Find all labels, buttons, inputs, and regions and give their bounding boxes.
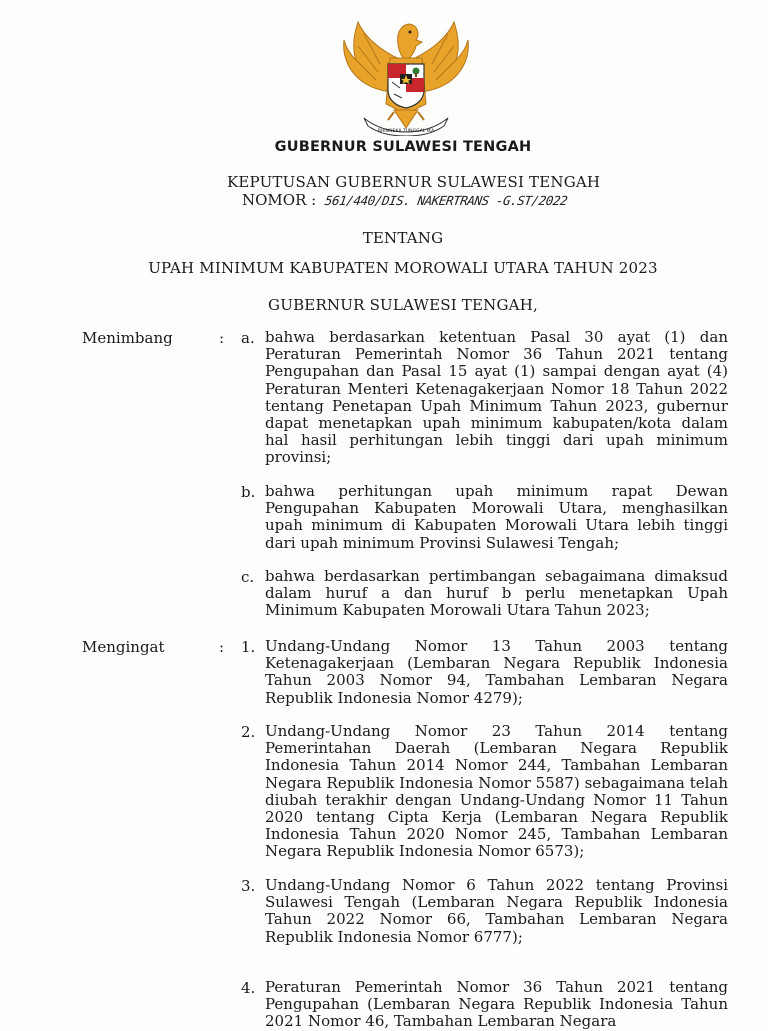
tentang-heading: TENTANG [362,229,444,247]
governor-heading: GUBERNUR SULAWESI TENGAH, [268,296,538,314]
mengingat-item-2: Undang-Undang Nomor 23 Tahun 2014 tentang Pemerintahan Daerah (Lembaran Negara Republik Indonesia Tahun 2014 Nomor 244, Tambahan Lembaran Negara Republik Indonesia Nomor 5587) sebagaimana telah diubah terakhir dengan Undang-Undang Nomor 11 Tahun 2020 tentang Cipta Kerja (Lembaran Negara Republik Indonesia Tahun 2020 Nomor 245, Tambahan Lembaran Negara Republik Indonesia Nomor 6573); [265,722,728,861]
decree-subject: UPAH MINIMUM KABUPATEN MOROWALI UTARA TAHUN 2023 [148,259,658,277]
mengingat-item-1: Undang-Undang Nomor 13 Tahun 2003 tentang Ketenagakerjaan (Lembaran Negara Republik Indonesia Tahun 2003 Nomor 94, Tambahan Lembaran Negara Republik Indonesia Nomor 4279); [265,637,728,707]
menimbang-item-b: bahwa perhitungan upah minimum rapat Dewan Pengupahan Kabupaten Morowali Utara, menghasilkan upah minimum di Kabupaten Morowali Utara lebih tinggi dari upah minimum Provinsi Sulawesi Tengah; [265,482,728,552]
mengingat-item-4: Peraturan Pemerintah Nomor 36 Tahun 2021 tentang Pengupahan (Lembaran Negara Republik Indonesia Tahun 2021 Nomor 46, Tambahan Lembaran Negara [265,978,728,1031]
mengingat-label: Mengingat [82,638,165,656]
mengingat-marker-3: 3. [241,877,256,895]
menimbang-colon: : [219,329,225,347]
mengingat-colon: : [219,638,225,656]
nomor-value: 561/440/DIS. NAKERTRANS -G.ST/2022 [323,193,569,208]
mengingat-marker-4: 4. [241,979,256,997]
garuda-emblem-icon [336,14,476,136]
governor-office-title: GUBERNUR SULAWESI TENGAH [274,139,532,155]
menimbang-item-c: bahwa berdasarkan pertimbangan sebagaimana dimaksud dalam huruf a dan huruf b perlu menetapkan Upah Minimum Kabupaten Morowali Utara Tahun 2023; [265,567,728,620]
decree-number-row [242,191,567,209]
menimbang-item-a: bahwa berdasarkan ketentuan Pasal 30 ayat (1) dan Peraturan Pemerintah Nomor 36 Tahun 2021 tentang Pengupahan dan Pasal 15 ayat (1) sampai dengan ayat (4) Peraturan Menteri Ketenagakerjaan Nomor 18 Tahun 2022 tentang Penetapan Upah Minimum Tahun 2023, gubernur dapat menetapkan upah minimum kabupaten/kota dalam hal hasil perhitungan lebih tinggi dari upah minimum provinsi; [265,328,728,467]
nomor-label: NOMOR : [242,191,317,209]
mengingat-item-3: Undang-Undang Nomor 6 Tahun 2022 tentang Provinsi Sulawesi Tengah (Lembaran Negara Republik Indonesia Tahun 2022 Nomor 66, Tambahan Lembaran Negara Republik Indonesia Nomor 6777); [265,876,728,946]
emblem-motto: BHINNEKA TUNGGAL IKA [377,129,435,134]
mengingat-marker-2: 2. [241,723,256,741]
menimbang-marker-c: c. [241,568,255,586]
mengingat-marker-1: 1. [241,638,256,656]
menimbang-label: Menimbang [82,329,173,347]
decree-title: KEPUTUSAN GUBERNUR SULAWESI TENGAH [227,173,601,191]
menimbang-marker-a: a. [241,329,255,347]
menimbang-marker-b: b. [241,483,256,501]
